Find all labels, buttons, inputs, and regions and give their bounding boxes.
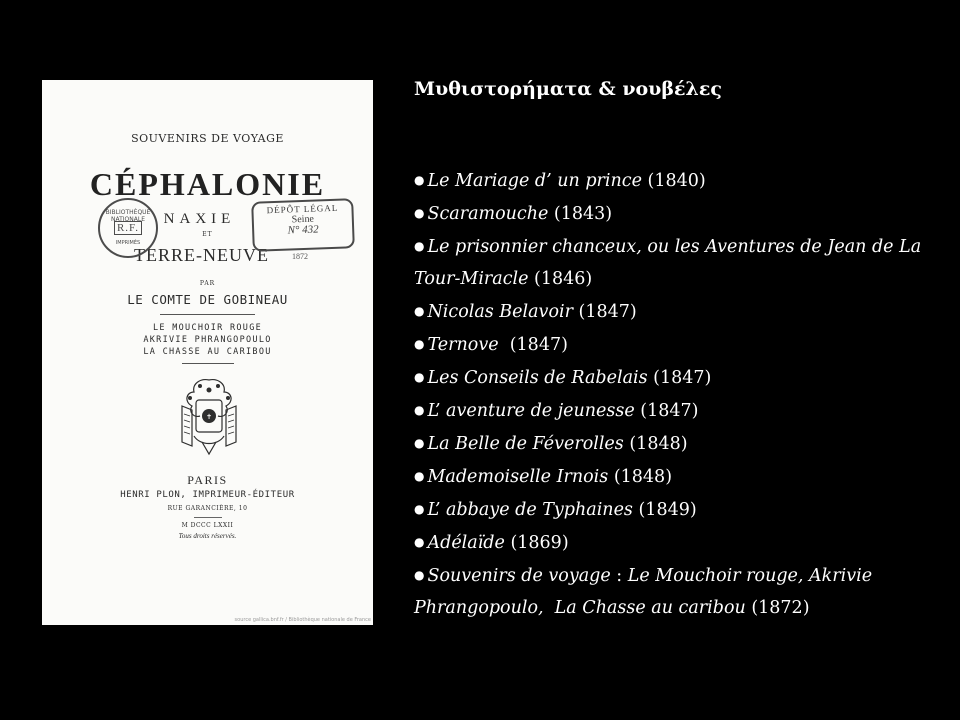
image-source-credit: source gallica.bnf.fr / Bibliothèque nationale de France [234,617,371,623]
bullet-icon: ● [414,535,425,549]
work-date: (1843) [553,204,613,224]
work-date: (1847) [640,401,699,421]
bullet-icon: ● [414,239,425,253]
work-title: La Belle de Féverolles [427,434,624,454]
work-title: Ternove [427,335,499,355]
work-item [414,197,954,230]
work-item [414,526,954,559]
work-title: Le Mariage d’ un prince [427,171,642,191]
book-series-line: SOUVENIRS DE VOYAGE [131,132,284,145]
work-date: (1846) [534,269,593,289]
slide-heading: Μυθιστορήματα & νουβέλες [414,78,722,100]
work-item [414,230,954,295]
work-date: (1847) [653,368,712,388]
work-item [414,164,954,197]
stamp-text: BIBLIOTHÈQUE NATIONALE [105,209,151,223]
book-contents-item: LE MOUCHOIR ROUGE [152,323,263,333]
stamp-text: N° 432 [287,223,319,237]
work-item [414,394,954,427]
work-title: Le prisonnier chanceux, ou les Aventures de Jean de La Tour-Miracle [414,237,922,289]
book-by-line: PAR [199,280,216,287]
library-stamp-round [98,198,158,258]
work-item [414,559,954,624]
work-item [414,493,954,526]
svg-text:✝: ✝ [206,413,212,421]
work-item [414,328,954,361]
bullet-icon: ● [414,403,425,417]
book-city: PARIS [187,473,228,487]
work-title: Scaramouche [427,204,549,224]
legal-deposit-stamp [251,198,355,252]
work-title: L’ aventure de jeunesse [427,401,635,421]
book-place-terre-neuve: TERRE-NEUVE [134,245,269,265]
stamp-text: Seine [291,213,315,226]
stamp-text: IMPRIMÉS [115,240,141,246]
work-date: (1872) [751,598,810,618]
works-list [414,164,954,624]
bullet-icon: ● [414,370,425,384]
work-date: (1848) [613,467,673,487]
work-item [414,427,954,460]
work-title: Nicolas Belavoir [427,302,573,322]
book-contents-item: AKRIVIE PHRANGOPOULO [143,335,272,345]
work-title: L’ abbaye de Typhaines [427,500,633,520]
work-item [414,295,954,328]
book-author: LE COMTE DE GOBINEAU [127,292,288,307]
work-item [414,361,954,394]
book-divider [194,517,222,518]
book-title: CÉPHALONIE [89,166,326,202]
work-item [414,460,954,493]
bullet-icon: ● [414,568,425,582]
work-date: (1869) [510,533,569,553]
work-title: Les Conseils de Rabelais [427,368,648,388]
book-title-page-image [42,80,373,625]
book-divider [160,314,255,315]
bullet-icon: ● [414,337,425,351]
work-title: Adélaïde [427,533,505,553]
book-year: M DCCC LXXII [181,522,234,529]
bullet-icon: ● [414,206,425,220]
work-date: (1847) [578,302,637,322]
book-divider [182,363,234,364]
book-address: RUE GARANCIÈRE, 10 [167,505,248,512]
work-date: (1840) [647,171,706,191]
book-rights: Tous droits réservés. [178,532,237,540]
work-separator: : [610,566,628,586]
work-title: Souvenirs de voyage [427,566,611,586]
stamp-text: R.F. [114,221,142,235]
bullet-icon: ● [414,502,425,516]
work-date: (1847) [504,335,568,355]
book-contents-item: LA CHASSE AU CARIBOU [143,347,272,357]
stamp-text: 1872 [292,252,308,261]
work-title-continued: Le Mouchoir rouge, Akrivie Phrangopoulo, La Chasse au caribou [414,566,878,618]
bullet-icon: ● [414,173,425,187]
book-place-naxie: NAXIE [163,211,236,227]
publisher-emblem-icon [178,376,240,458]
bullet-icon: ● [414,436,425,450]
book-publisher: HENRI PLON, IMPRIMEUR-ÉDITEUR [120,490,295,500]
book-conjunction: ET [202,231,213,238]
stamp-text: DÉPÔT LÉGAL [266,202,339,216]
work-date: (1848) [629,434,688,454]
work-date: (1849) [638,500,697,520]
bullet-icon: ● [414,304,425,318]
bullet-icon: ● [414,469,425,483]
work-title: Mademoiselle Irnois [427,467,609,487]
